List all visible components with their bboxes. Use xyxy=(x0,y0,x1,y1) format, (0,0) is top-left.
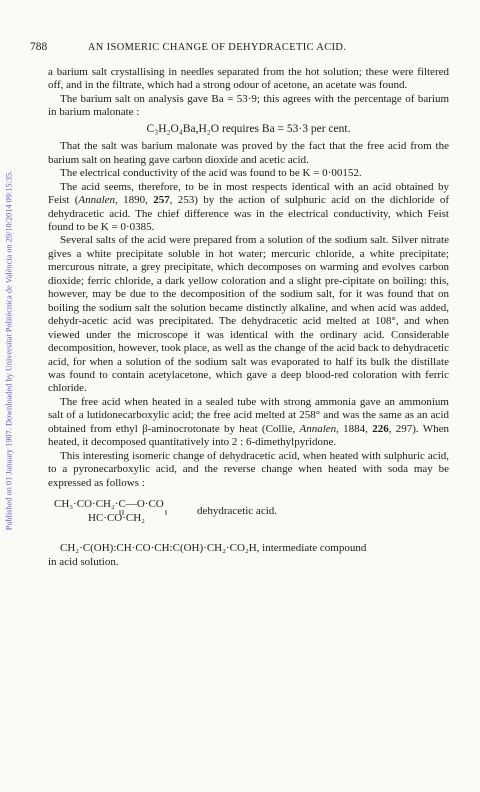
journal-ref-1: Annalen, xyxy=(78,194,118,207)
paragraph-5-text-b: , 253) by the action of sulphuric acid on the dichloride of dehydracetic acid. The chief difference was in the electrical conductivity, which Feist found to be K = 0·0385. xyxy=(48,194,449,233)
paragraph-7-text-b: , 297). When heated, it decomposed quantitatively into 2 : 6-dimethylpyridone. xyxy=(48,422,449,449)
paragraph-8: This interesting isomeric change of dehydracetic acid, when heated with sulphuric acid, to a pyronecarboxylic acid, and the reverse change when heated with soda may be expressed as follows : xyxy=(48,449,449,489)
article-body xyxy=(48,66,449,569)
paragraph-6: Several salts of the acid were prepared from a solution of the sodium salt. Silver nitrate gives a white precipitate soluble in hot water; mercuric chloride, a white precipitate; mercurous nitrate, a grey precipitate, which decomposes on warming and evolves carbon dioxide; ferric chloride, a dark yellow coloration and a slight pre-cipitate on boiling: this, however, may be due to the decomposition of the sodium salt, for it was found that on boiling the sodium salt the solution became distinctly alkaline, and when acid was added, dehydr-acetic acid was precipitated. The dehydracetic acid melted at 108°, and when viewed under the microscope it was identical with the ordinary acid. Considerable decomposition, however, took place, as well as the change of the acid back to dehydracetic acid, for when a solution of the sodium salt was evaporated to half its bulk the distillate was found to contain acetylacetone, which gave a deep blood-red coloration with ferric chloride. xyxy=(48,234,449,395)
ref-2-year: 1884, xyxy=(338,422,373,435)
running-title: AN ISOMERIC CHANGE OF DEHYDRACETIC ACID. xyxy=(87,42,347,53)
intermediate-compound-tail: in acid solution. xyxy=(48,555,119,568)
paragraph-2: The barium salt on analysis gave Ba = 53·9; this agrees with the percentage of barium in barium malonate : xyxy=(48,92,449,119)
paragraph-1: a barium salt crystallising in needles separated from the hot solution; these were filtered off, and in the filtrate, which had a strong odour of acetone, an acetate was found. xyxy=(48,66,449,92)
ref-1-volume: 257 xyxy=(153,194,170,207)
ref-2-volume: 226 xyxy=(372,422,389,435)
paragraph-7 xyxy=(48,396,449,450)
page-number: 788 xyxy=(30,41,48,53)
download-notice-text: Published on 01 January 1907. Downloaded by Universitat Politècnica de València on 29/10/2014 09:15:35. xyxy=(4,170,14,530)
paragraph-5-text-a: The acid seems, therefore, to be in most respects identical with an acid obtained by Feist ( xyxy=(48,180,449,207)
intermediate-compound: CH₂·C(OH):CH·CO·CH:C(OH)·CH₂·CO₂H, intermediate compound xyxy=(60,542,367,555)
journal-ref-2: Annalen, xyxy=(299,422,339,435)
structure-row-1: CH₃·CO·CH₂·C—O·CO xyxy=(54,498,164,511)
paragraph-5 xyxy=(48,181,449,235)
paragraph-3: That the salt was barium malonate was proved by the fact that the free acid from the barium salt on heating gave carbon dioxide and acetic acid. xyxy=(48,140,449,166)
paragraph-4: The electrical conductivity of the acid was found to be K = 0·00152. xyxy=(60,167,362,180)
structure-row-2: HC·CO·CH₂ xyxy=(88,512,146,525)
ref-1-year: 1890, xyxy=(117,194,154,207)
paragraph-7-text-a: The free acid when heated in a sealed tube with strong ammonia gave an ammonium salt of a lutidonecarboxylic acid; the free acid melted at 258° and was the same as an acid obtained from ethyl β-aminocrotonate by heat (Collie, xyxy=(48,395,449,435)
dehydracetic-acid-structure xyxy=(48,496,449,538)
download-notice xyxy=(3,30,15,670)
structure-label: dehydracetic acid. xyxy=(197,505,278,518)
malonate-formula: C₃H₂O₄Ba,H₂O requires Ba = 53·3 per cent. xyxy=(146,122,351,135)
page-header xyxy=(30,40,410,55)
